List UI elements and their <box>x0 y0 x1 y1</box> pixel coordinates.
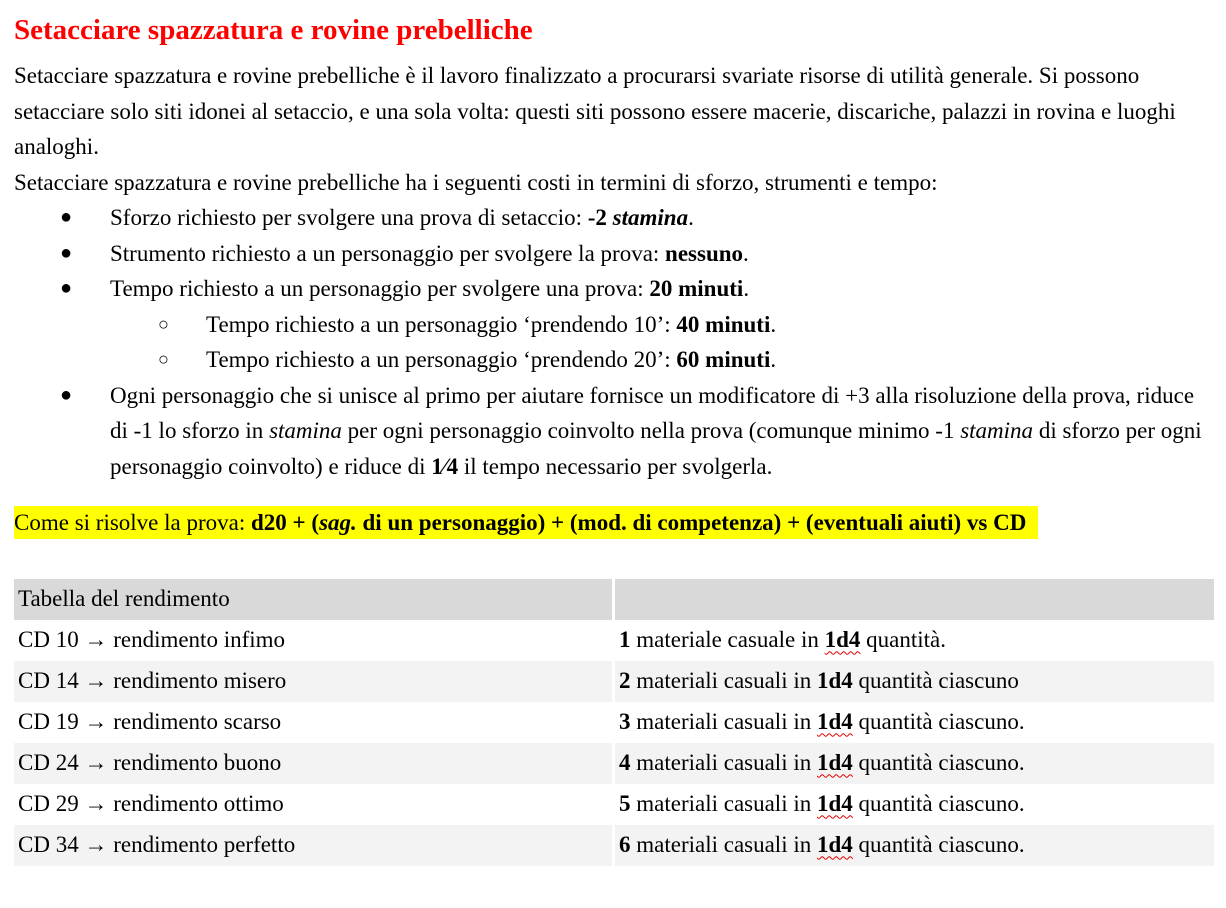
table-row <box>14 702 1214 743</box>
cd-cell: CD 24 → rendimento buono <box>14 743 614 784</box>
result-cell: 1 materiale casuale in 1d4 quantità. <box>614 620 1215 661</box>
table-header-row <box>14 579 1214 620</box>
intro-paragraph: Setacciare spazzatura e rovine prebelliche è il lavoro finalizzato a procurarsi svariate risorse di utilità generale. Si possono setacciare solo siti idonei al setaccio, e una sola volta: questi siti possono essere macerie, discariche, palazzi in rovina e luoghi analoghi. <box>14 63 1176 159</box>
result-cell: 6 materiali casuali in 1d4 quantità ciascuno. <box>614 825 1215 866</box>
table-header-cell <box>614 579 1215 620</box>
tempo-sublist <box>110 307 1216 378</box>
table-row <box>14 784 1214 825</box>
cd-cell: CD 34 → rendimento perfetto <box>14 825 614 866</box>
bullet-icon: ● <box>60 206 73 228</box>
costs-intro: Setacciare spazzatura e rovine prebelliche ha i seguenti costi in termini di sforzo, strumenti e tempo: <box>14 169 938 195</box>
result-cell: 3 materiali casuali in 1d4 quantità ciascuno. <box>614 702 1215 743</box>
table-row <box>14 620 1214 661</box>
formula-highlight: Come si risolve la prova: d20 + (sag. di un personaggio) + (mod. di competenza) + (eventuali aiuti) vs CD <box>14 506 1038 539</box>
list-item-sforzo: ● Sforzo richiesto per svolgere una prova di setaccio: -2 stamina. <box>14 200 1216 236</box>
sublist-item-prendendo-10: ○ Tempo richiesto a un personaggio ‘prendendo 10’: 40 minuti. <box>110 307 1216 343</box>
list-item-tempo: ● Tempo richiesto a un personaggio per svolgere una prova: 20 minuti. ○ Tempo richiesto a un personaggio ‘prendendo 10’: 40 minuti. ○ Tempo richiesto a un personaggio ‘prendendo 20’: 60 minuti. <box>14 271 1216 378</box>
costs-list <box>14 200 1216 484</box>
table-row <box>14 825 1214 866</box>
sublist-item-prendendo-20: ○ Tempo richiesto a un personaggio ‘prendendo 20’: 60 minuti. <box>110 342 1216 378</box>
list-item-aiuto: ● Ogni personaggio che si unisce al primo per aiutare fornisce un modificatore di +3 alla risoluzione della prova, riduce di -1 lo sforzo in stamina per ogni personaggio coinvolto nella prova (comunque minimo -1 stamina di sforzo per ogni personaggio coinvolto) e riduce di 1⁄4 il tempo necessario per svolgerla. <box>14 378 1216 485</box>
circle-bullet-icon: ○ <box>158 313 169 334</box>
cd-cell: CD 29 → rendimento ottimo <box>14 784 614 825</box>
circle-bullet-icon: ○ <box>158 349 169 369</box>
result-cell: 2 materiali casuali in 1d4 quantità ciascuno <box>614 661 1215 702</box>
page-title: Setacciare spazzatura e rovine prebelliche <box>14 14 533 46</box>
cd-cell: CD 19 → rendimento scarso <box>14 702 614 743</box>
cd-cell: CD 14 → rendimento misero <box>14 661 614 702</box>
bullet-icon: ● <box>60 277 73 299</box>
bullet-icon: ● <box>60 383 73 406</box>
table-row <box>14 743 1214 784</box>
result-cell: 4 materiali casuali in 1d4 quantità ciascuno. <box>614 743 1215 784</box>
list-item-strumento: ● Strumento richiesto a un personaggio per svolgere la prova: nessuno. <box>14 236 1216 272</box>
result-cell: 5 materiali casuali in 1d4 quantità ciascuno. <box>614 784 1215 825</box>
table-header-cell: Tabella del rendimento <box>14 579 614 620</box>
rendimento-table <box>14 579 1214 866</box>
cd-cell: CD 10 → rendimento infimo <box>14 620 614 661</box>
table-row <box>14 661 1214 702</box>
bullet-icon: ● <box>60 241 73 264</box>
